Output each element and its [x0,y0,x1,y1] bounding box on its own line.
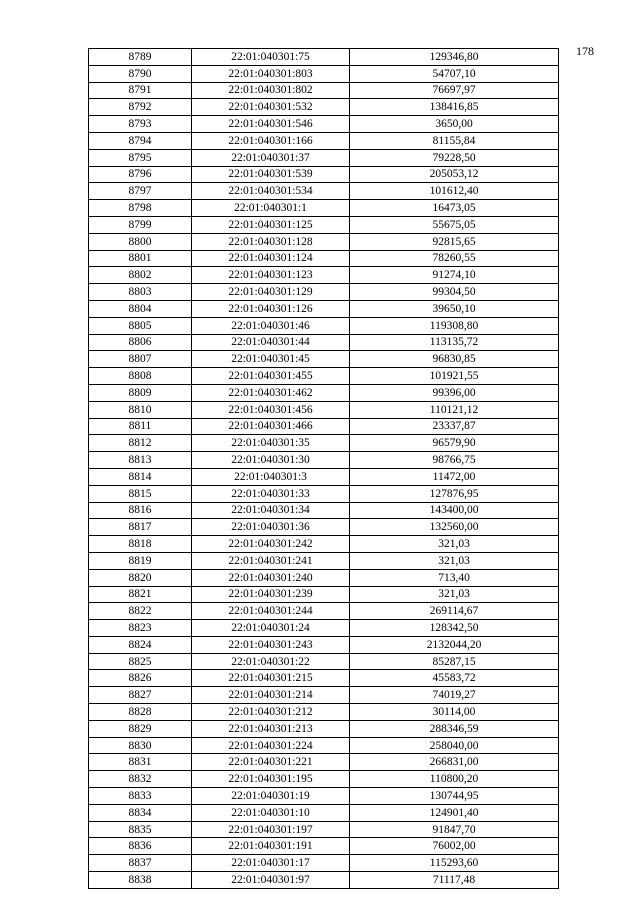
cadastral-value-cell: 91847,70 [350,821,559,838]
row-number-cell: 8836 [89,838,192,855]
cadastral-number-cell: 22:01:040301:166 [192,132,350,149]
row-number-cell: 8791 [89,82,192,99]
table-row [89,821,559,838]
cadastral-number-cell: 22:01:040301:44 [192,334,350,351]
table-row [89,116,559,133]
cadastral-number-cell: 22:01:040301:75 [192,49,350,66]
row-number-cell: 8804 [89,300,192,317]
cadastral-number-cell: 22:01:040301:10 [192,804,350,821]
cadastral-number-cell: 22:01:040301:455 [192,368,350,385]
table-row [89,502,559,519]
row-number-cell: 8799 [89,216,192,233]
cadastral-number-cell: 22:01:040301:214 [192,687,350,704]
cadastral-number-cell: 22:01:040301:802 [192,82,350,99]
cadastral-number-cell: 22:01:040301:97 [192,872,350,889]
row-number-cell: 8831 [89,754,192,771]
table-row [89,737,559,754]
cadastral-value-cell: 110800,20 [350,771,559,788]
cadastral-number-cell: 22:01:040301:45 [192,351,350,368]
cadastral-value-cell: 205053,12 [350,166,559,183]
table-row [89,754,559,771]
row-number-cell: 8807 [89,351,192,368]
cadastral-value-cell: 128342,50 [350,620,559,637]
cadastral-number-cell: 22:01:040301:125 [192,216,350,233]
page-number: 178 [576,44,594,58]
cadastral-number-cell: 22:01:040301:240 [192,569,350,586]
cadastral-number-cell: 22:01:040301:803 [192,65,350,82]
cadastral-value-cell: 16473,05 [350,200,559,217]
cadastral-value-cell: 101921,55 [350,368,559,385]
row-number-cell: 8828 [89,704,192,721]
cadastral-number-cell: 22:01:040301:128 [192,233,350,250]
row-number-cell: 8824 [89,636,192,653]
cadastral-value-cell: 269114,67 [350,603,559,620]
row-number-cell: 8794 [89,132,192,149]
cadastral-value-cell: 99304,50 [350,284,559,301]
cadastral-value-cell: 132560,00 [350,519,559,536]
row-number-cell: 8816 [89,502,192,519]
cadastral-number-cell: 22:01:040301:191 [192,838,350,855]
row-number-cell: 8793 [89,116,192,133]
row-number-cell: 8821 [89,586,192,603]
cadastral-value-cell: 45583,72 [350,670,559,687]
cadastral-value-cell: 115293,60 [350,855,559,872]
row-number-cell: 8790 [89,65,192,82]
cadastral-value-cell: 321,03 [350,586,559,603]
row-number-cell: 8797 [89,183,192,200]
table-row [89,687,559,704]
cadastral-value-cell: 321,03 [350,536,559,553]
cadastral-value-cell: 54707,10 [350,65,559,82]
cadastral-value-cell: 130744,95 [350,788,559,805]
cadastral-number-cell: 22:01:040301:33 [192,485,350,502]
row-number-cell: 8837 [89,855,192,872]
cadastral-value-cell: 3650,00 [350,116,559,133]
cadastral-value-cell: 71117,48 [350,872,559,889]
cadastral-number-cell: 22:01:040301:197 [192,821,350,838]
cadastral-number-cell: 22:01:040301:126 [192,300,350,317]
cadastral-number-cell: 22:01:040301:24 [192,620,350,637]
table-row [89,65,559,82]
table-row [89,720,559,737]
row-number-cell: 8815 [89,485,192,502]
table-row [89,452,559,469]
table-row [89,300,559,317]
row-number-cell: 8826 [89,670,192,687]
row-number-cell: 8802 [89,267,192,284]
table-row [89,284,559,301]
row-number-cell: 8809 [89,384,192,401]
row-number-cell: 8838 [89,872,192,889]
row-number-cell: 8796 [89,166,192,183]
row-number-cell: 8812 [89,435,192,452]
row-number-cell: 8806 [89,334,192,351]
table-row [89,435,559,452]
cadastral-number-cell: 22:01:040301:539 [192,166,350,183]
row-number-cell: 8822 [89,603,192,620]
table-row [89,82,559,99]
cadastral-value-cell: 124901,40 [350,804,559,821]
cadastral-value-cell: 85287,15 [350,653,559,670]
row-number-cell: 8792 [89,99,192,116]
table-row [89,603,559,620]
table-row [89,569,559,586]
table-row [89,536,559,553]
cadastral-value-cell: 78260,55 [350,250,559,267]
row-number-cell: 8830 [89,737,192,754]
table-row [89,368,559,385]
cadastral-value-cell: 266831,00 [350,754,559,771]
row-number-cell: 8835 [89,821,192,838]
table-row [89,872,559,889]
cadastral-number-cell: 22:01:040301:37 [192,149,350,166]
row-number-cell: 8805 [89,317,192,334]
table-row [89,468,559,485]
cadastral-number-cell: 22:01:040301:22 [192,653,350,670]
cadastral-number-cell: 22:01:040301:124 [192,250,350,267]
cadastral-number-cell: 22:01:040301:466 [192,418,350,435]
cadastral-value-cell: 138416,85 [350,99,559,116]
cadastral-value-cell: 11472,00 [350,468,559,485]
table-row [89,216,559,233]
cadastral-value-table [88,48,559,889]
cadastral-value-cell: 127876,95 [350,485,559,502]
table-row [89,267,559,284]
cadastral-number-cell: 22:01:040301:241 [192,552,350,569]
cadastral-number-cell: 22:01:040301:36 [192,519,350,536]
table-row [89,149,559,166]
row-number-cell: 8801 [89,250,192,267]
table-row [89,636,559,653]
row-number-cell: 8810 [89,401,192,418]
table-row [89,788,559,805]
cadastral-number-cell: 22:01:040301:17 [192,855,350,872]
cadastral-value-cell: 110121,12 [350,401,559,418]
table-row [89,166,559,183]
cadastral-number-cell: 22:01:040301:30 [192,452,350,469]
cadastral-number-cell: 22:01:040301:462 [192,384,350,401]
cadastral-number-cell: 22:01:040301:19 [192,788,350,805]
cadastral-value-cell: 79228,50 [350,149,559,166]
table-row [89,586,559,603]
cadastral-number-cell: 22:01:040301:532 [192,99,350,116]
table-row [89,552,559,569]
cadastral-value-cell: 113135,72 [350,334,559,351]
cadastral-value-cell: 74019,27 [350,687,559,704]
table-row [89,620,559,637]
table-row [89,519,559,536]
cadastral-number-cell: 22:01:040301:456 [192,401,350,418]
row-number-cell: 8827 [89,687,192,704]
table-row [89,351,559,368]
cadastral-value-cell: 91274,10 [350,267,559,284]
row-number-cell: 8825 [89,653,192,670]
cadastral-number-cell: 22:01:040301:212 [192,704,350,721]
table-row [89,804,559,821]
cadastral-number-cell: 22:01:040301:46 [192,317,350,334]
cadastral-number-cell: 22:01:040301:123 [192,267,350,284]
row-number-cell: 8829 [89,720,192,737]
table-row [89,670,559,687]
row-number-cell: 8833 [89,788,192,805]
row-number-cell: 8819 [89,552,192,569]
cadastral-number-cell: 22:01:040301:3 [192,468,350,485]
cadastral-value-cell: 92815,65 [350,233,559,250]
table-row [89,653,559,670]
table-row [89,384,559,401]
cadastral-number-cell: 22:01:040301:221 [192,754,350,771]
row-number-cell: 8818 [89,536,192,553]
table-row [89,334,559,351]
cadastral-value-cell: 81155,84 [350,132,559,149]
row-number-cell: 8800 [89,233,192,250]
cadastral-value-cell: 76697,97 [350,82,559,99]
table-row [89,233,559,250]
cadastral-value-cell: 39650,10 [350,300,559,317]
cadastral-value-cell: 96830,85 [350,351,559,368]
cadastral-number-cell: 22:01:040301:215 [192,670,350,687]
cadastral-number-cell: 22:01:040301:546 [192,116,350,133]
table-row [89,485,559,502]
table-row [89,99,559,116]
cadastral-number-cell: 22:01:040301:213 [192,720,350,737]
cadastral-value-cell: 55675,05 [350,216,559,233]
cadastral-number-cell: 22:01:040301:243 [192,636,350,653]
table-row [89,132,559,149]
table-row [89,200,559,217]
cadastral-value-cell: 96579,90 [350,435,559,452]
table-row [89,418,559,435]
row-number-cell: 8789 [89,49,192,66]
cadastral-value-cell: 99396,00 [350,384,559,401]
row-number-cell: 8795 [89,149,192,166]
table-row [89,401,559,418]
row-number-cell: 8814 [89,468,192,485]
cadastral-value-cell: 119308,80 [350,317,559,334]
table-row [89,838,559,855]
cadastral-number-cell: 22:01:040301:242 [192,536,350,553]
cadastral-value-cell: 713,40 [350,569,559,586]
cadastral-value-cell: 23337,87 [350,418,559,435]
row-number-cell: 8820 [89,569,192,586]
table-row [89,704,559,721]
row-number-cell: 8798 [89,200,192,217]
row-number-cell: 8808 [89,368,192,385]
row-number-cell: 8823 [89,620,192,637]
cadastral-number-cell: 22:01:040301:129 [192,284,350,301]
cadastral-number-cell: 22:01:040301:35 [192,435,350,452]
cadastral-number-cell: 22:01:040301:244 [192,603,350,620]
cadastral-value-cell: 143400,00 [350,502,559,519]
cadastral-value-cell: 288346,59 [350,720,559,737]
table-row [89,49,559,66]
table-row [89,771,559,788]
table-row [89,317,559,334]
row-number-cell: 8817 [89,519,192,536]
cadastral-value-cell: 258040,00 [350,737,559,754]
cadastral-number-cell: 22:01:040301:239 [192,586,350,603]
table-row [89,855,559,872]
cadastral-number-cell: 22:01:040301:1 [192,200,350,217]
cadastral-number-cell: 22:01:040301:224 [192,737,350,754]
cadastral-value-cell: 101612,40 [350,183,559,200]
cadastral-number-cell: 22:01:040301:34 [192,502,350,519]
cadastral-value-cell: 76002,00 [350,838,559,855]
cadastral-value-cell: 30114,00 [350,704,559,721]
cadastral-value-cell: 2132044,20 [350,636,559,653]
row-number-cell: 8803 [89,284,192,301]
cadastral-value-cell: 98766,75 [350,452,559,469]
cadastral-value-cell: 321,03 [350,552,559,569]
cadastral-number-cell: 22:01:040301:534 [192,183,350,200]
table-body [89,49,559,889]
row-number-cell: 8832 [89,771,192,788]
row-number-cell: 8811 [89,418,192,435]
row-number-cell: 8834 [89,804,192,821]
cadastral-value-cell: 129346,80 [350,49,559,66]
cadastral-number-cell: 22:01:040301:195 [192,771,350,788]
table-row [89,250,559,267]
row-number-cell: 8813 [89,452,192,469]
table-row [89,183,559,200]
